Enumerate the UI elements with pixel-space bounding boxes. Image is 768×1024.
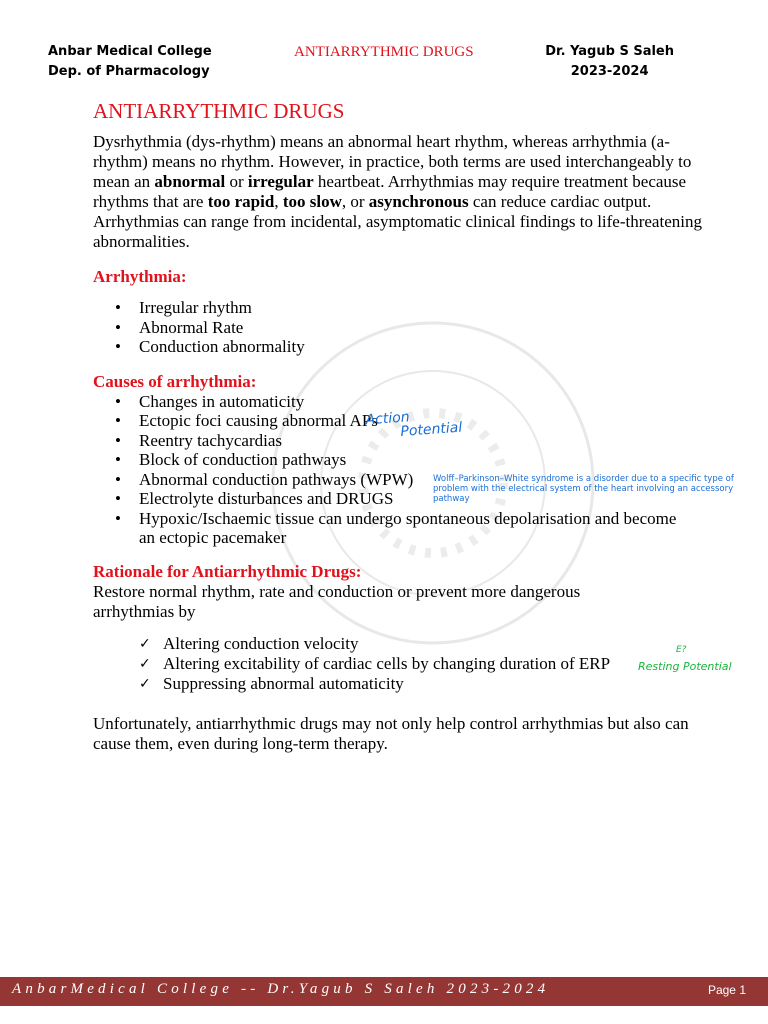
intro-paragraph [93,132,705,252]
wpw-note [433,474,768,504]
list-item: • Irregular rhythm [93,298,705,318]
intro-text-6: can reduce cardiac output. Arrhythmias can range from incidental, asymptomatic clinical findings to life-threatening abnormalities. [93,192,702,251]
intro-text-1: Dysrhythmia (dys-rhythm) means an abnormal heart rhythm, whereas arrhythmia (a-rhythm) means no rhythm. However, in practice, both terms are used interchangeably to mean an [93,132,692,191]
list-item-text: Altering excitability of cardiac cells by changing duration of ERP [163,653,611,673]
list-item [93,634,705,654]
college-name: Anbar Medical College [48,44,212,59]
list-item: • Electrolyte disturbances and DRUGS [93,489,705,509]
list-item [93,654,705,674]
resting-potential-annotation: Resting Potential [638,660,732,673]
header-center-title: ANTIARRYTHMIC DRUGS [294,44,474,60]
list-item: • Hypoxic/Ischaemic tissue can undergo spontaneous depolarisation and become an ectopic pacemaker [93,509,705,548]
intro-bold-too-rapid: too rapid [207,192,275,211]
list-item: • Abnormal conduction pathways (WPW) [93,470,705,490]
checkmark-icon: ✓ [139,675,151,692]
intro-bold-asynchronous: asynchronous [368,192,469,211]
academic-year: 2023-2024 [570,64,649,79]
intro-text-3: heartbeat. Arrhythmias may require treatment because rhythms that are [93,172,687,211]
list-item: • Ectopic foci causing abnormal APs [93,411,705,431]
list-item: • Changes in automaticity [93,392,705,412]
intro-bold-abnormal: abnormal [154,172,226,191]
checkmark-icon: ✓ [139,655,151,672]
causes-heading: Causes of arrhythmia: [93,371,257,391]
note-line: Wolff–Parkinson–White syndrome is a disorder due to a specific type of [433,474,734,484]
list-item: • Conduction abnormality [93,337,705,357]
intro-bold-too-slow: too slow [282,192,342,211]
header-left [48,42,212,82]
page-number: Page 1 [707,983,746,997]
arrhythmia-list [93,298,705,357]
note-line: problem with the electrical system of the heart involving an accessory pathway [433,484,734,504]
erp-question-annotation: E? [676,645,687,655]
intro-text-5: , or [341,192,369,211]
list-item [93,674,705,694]
list-item: • Block of conduction pathways [93,450,705,470]
arrhythmia-heading: Arrhythmia: [93,267,187,286]
list-item: • Abnormal Rate [93,318,705,338]
action-potential-annotation [365,407,463,442]
annotation-line: Action [365,409,411,429]
intro-bold-irregular: irregular [247,172,314,191]
list-item: • Reentry tachycardias [93,431,705,451]
annotation-line: Potential [399,419,463,440]
intro-text-4: , [274,192,283,211]
closing-paragraph: Unfortunately, antiarrhythmic drugs may not only help control arrhythmias but also can cause them, even during long-term therapy. [93,713,689,753]
checkmark-icon: ✓ [139,635,151,652]
author-name: Dr. Yagub S Saleh [545,44,674,59]
rationale-text: Restore normal rhythm, rate and conduction or prevent more dangerous arrhythmias by [93,581,581,621]
header-right [545,42,674,82]
department-name: Dep. of Pharmacology [48,64,210,79]
rationale-heading: Rationale for Antiarrhythmic Drugs: [93,561,362,581]
document-title: ANTIARRYTHMIC DRUGS [93,99,345,123]
rationale-list [93,634,705,694]
footer-text: AnbarMedical College -- Dr.Yagub S Saleh 2023-2024 [12,981,550,997]
page-footer [0,977,768,1006]
intro-text-2: or [225,172,248,191]
list-item-text: Suppressing abnormal automaticity [163,673,404,693]
list-item-text: Altering conduction velocity [163,633,359,653]
